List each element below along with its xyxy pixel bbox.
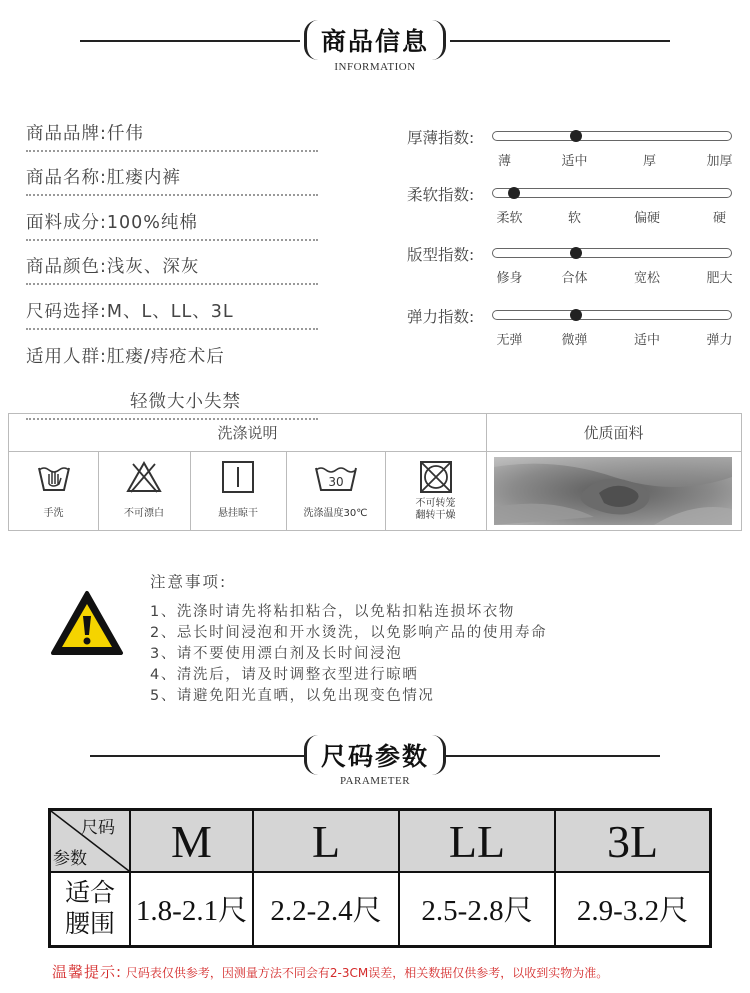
note-item: 4、清洗后，请及时调整衣型进行晾晒 [150,667,419,683]
wash-item [385,452,486,532]
wash-caption: 洗涤温度30℃ [303,508,368,519]
index-tick: 薄 [497,154,512,169]
warning-icon [50,590,124,660]
index-track [492,248,732,258]
info-value-extra: 轻微大小失禁 [130,392,241,412]
index-tick: 适中 [633,333,661,348]
index-ticks [492,329,742,348]
index-marker [508,187,520,199]
note-item: 3、请不要使用漂白剂及长时间浸泡 [150,646,403,662]
wash-caption: 手洗 [43,508,64,519]
index-label: 版型指数: [407,246,475,264]
index-tick: 肥大 [706,271,733,286]
index-tick: 修身 [496,271,523,286]
wash-caption: 不可漂白 [124,508,164,519]
divider [450,40,670,42]
info-row-size [26,298,318,330]
index-label: 柔软指数: [407,186,475,204]
info-section-title: 商品信息 [304,20,446,60]
info-colon: : [100,257,107,277]
wash-item [98,452,190,532]
waist-label-line: 腰围 [64,909,115,938]
note-item: 5、请避免阳光直晒，以免出现变色情况 [150,688,435,704]
index-tick: 宽松 [633,271,661,286]
waist-value: 2.9-3.2尺 [576,895,689,927]
fabric-header: 优质面料 [486,414,741,452]
no-tumble-dry-icon [419,460,453,498]
size-header: M [131,811,252,871]
index-tick: 柔软 [496,211,523,226]
wash-item [286,452,385,532]
param-section-header [0,735,750,775]
info-value: 浅灰、深灰 [106,257,200,277]
param-section-title: 尺码参数 [304,735,446,775]
wash-caption [385,498,486,522]
divider [51,871,709,873]
note-item: 2、忌长时间浸泡和开水烫洗，以免影响产品的使用寿命 [150,625,548,641]
info-value: M、L、LL、3L [106,302,234,322]
index-label: 厚薄指数: [407,129,475,147]
info-colon: : [100,168,107,188]
tip-label: 温馨提示: [52,963,123,981]
wash-caption: 悬挂晾干 [218,508,258,519]
note-item: 1、洗涤时请先将粘扣粘合，以免粘扣粘连损坏衣物 [150,604,516,620]
tip-body: 尺码表仅供参考，因测量方法不同会有2-3CM误差，相关数据仅供参考，以收到实物为准。 [125,966,609,980]
wash-caption-line: 不可转笼 [415,498,456,509]
info-value: 肛瘘内裤 [106,168,181,188]
info-colon: : [100,124,107,144]
divider [445,755,660,757]
info-label: 面料成分 [26,213,100,233]
corner-bottom-label: 参数 [53,849,87,869]
corner-top-label: 尺码 [81,818,115,838]
index-marker [570,309,582,321]
info-value: 100%纯棉 [106,213,198,233]
wash-caption-line: 翻转干燥 [415,510,456,521]
index-tick: 软 [567,211,582,226]
wash-temp-text: 30 [327,475,344,489]
divider [80,40,300,42]
info-section-subtitle: INFORMATION [334,61,416,73]
waist-label-line: 适合 [64,878,115,907]
info-row-audience [26,343,318,375]
param-section-subtitle: PARAMETER [339,775,411,787]
waist-value: 2.2-2.4尺 [270,895,382,927]
tip-text [52,961,608,982]
info-label: 商品名称 [26,168,100,188]
fabric-image [494,457,732,525]
index-label: 弹力指数: [407,308,475,326]
info-colon: : [100,302,107,322]
index-marker [570,130,582,142]
info-label: 商品品牌 [26,124,100,144]
info-section-header [0,20,750,60]
divider [129,811,131,945]
size-header: LL [400,811,554,871]
index-tick: 合体 [561,271,588,286]
notes-title: 注意事项: [150,573,228,591]
info-label: 商品颜色 [26,257,100,277]
index-tick: 弹力 [706,333,733,348]
info-colon: : [100,347,107,367]
size-header: 3L [556,811,709,871]
index-ticks [492,150,742,169]
size-table-corner [51,811,129,871]
size-table [48,808,712,948]
wash-30-icon [314,460,358,498]
waist-value: 1.8-2.1尺 [135,895,248,927]
hand-wash-icon [36,460,72,498]
size-header: L [254,811,398,871]
info-row-fabric [26,209,318,241]
wash-item [190,452,286,532]
divider [554,811,556,945]
no-bleach-icon [125,460,163,498]
info-label: 尺码选择 [26,302,100,322]
index-tick: 无弹 [496,333,523,348]
divider [398,811,400,945]
info-row-brand [26,120,318,152]
index-tick: 偏硬 [633,211,661,226]
index-marker [570,247,582,259]
info-row-name [26,164,318,196]
divider [90,755,305,757]
index-track [492,131,732,141]
info-colon: : [100,213,107,233]
hang-dry-icon [221,460,255,498]
info-value: 仟伟 [106,124,144,144]
wash-item [9,452,98,532]
index-track [492,188,732,198]
index-track [492,310,732,320]
index-ticks [492,207,742,226]
divider [252,811,254,945]
info-value: 肛瘘/痔疮术后 [106,347,225,367]
info-label: 适用人群 [26,347,100,367]
index-tick: 微弹 [561,333,588,348]
info-row-color [26,253,318,285]
waist-value: 2.5-2.8尺 [421,895,533,927]
waist-row-label [51,873,129,945]
index-ticks [492,267,742,286]
wash-header: 洗涤说明 [9,414,486,452]
divider [486,414,487,530]
index-tick: 适中 [561,154,588,169]
index-tick: 硬 [712,211,727,226]
index-tick: 加厚 [706,154,733,169]
index-tick: 厚 [642,154,657,169]
